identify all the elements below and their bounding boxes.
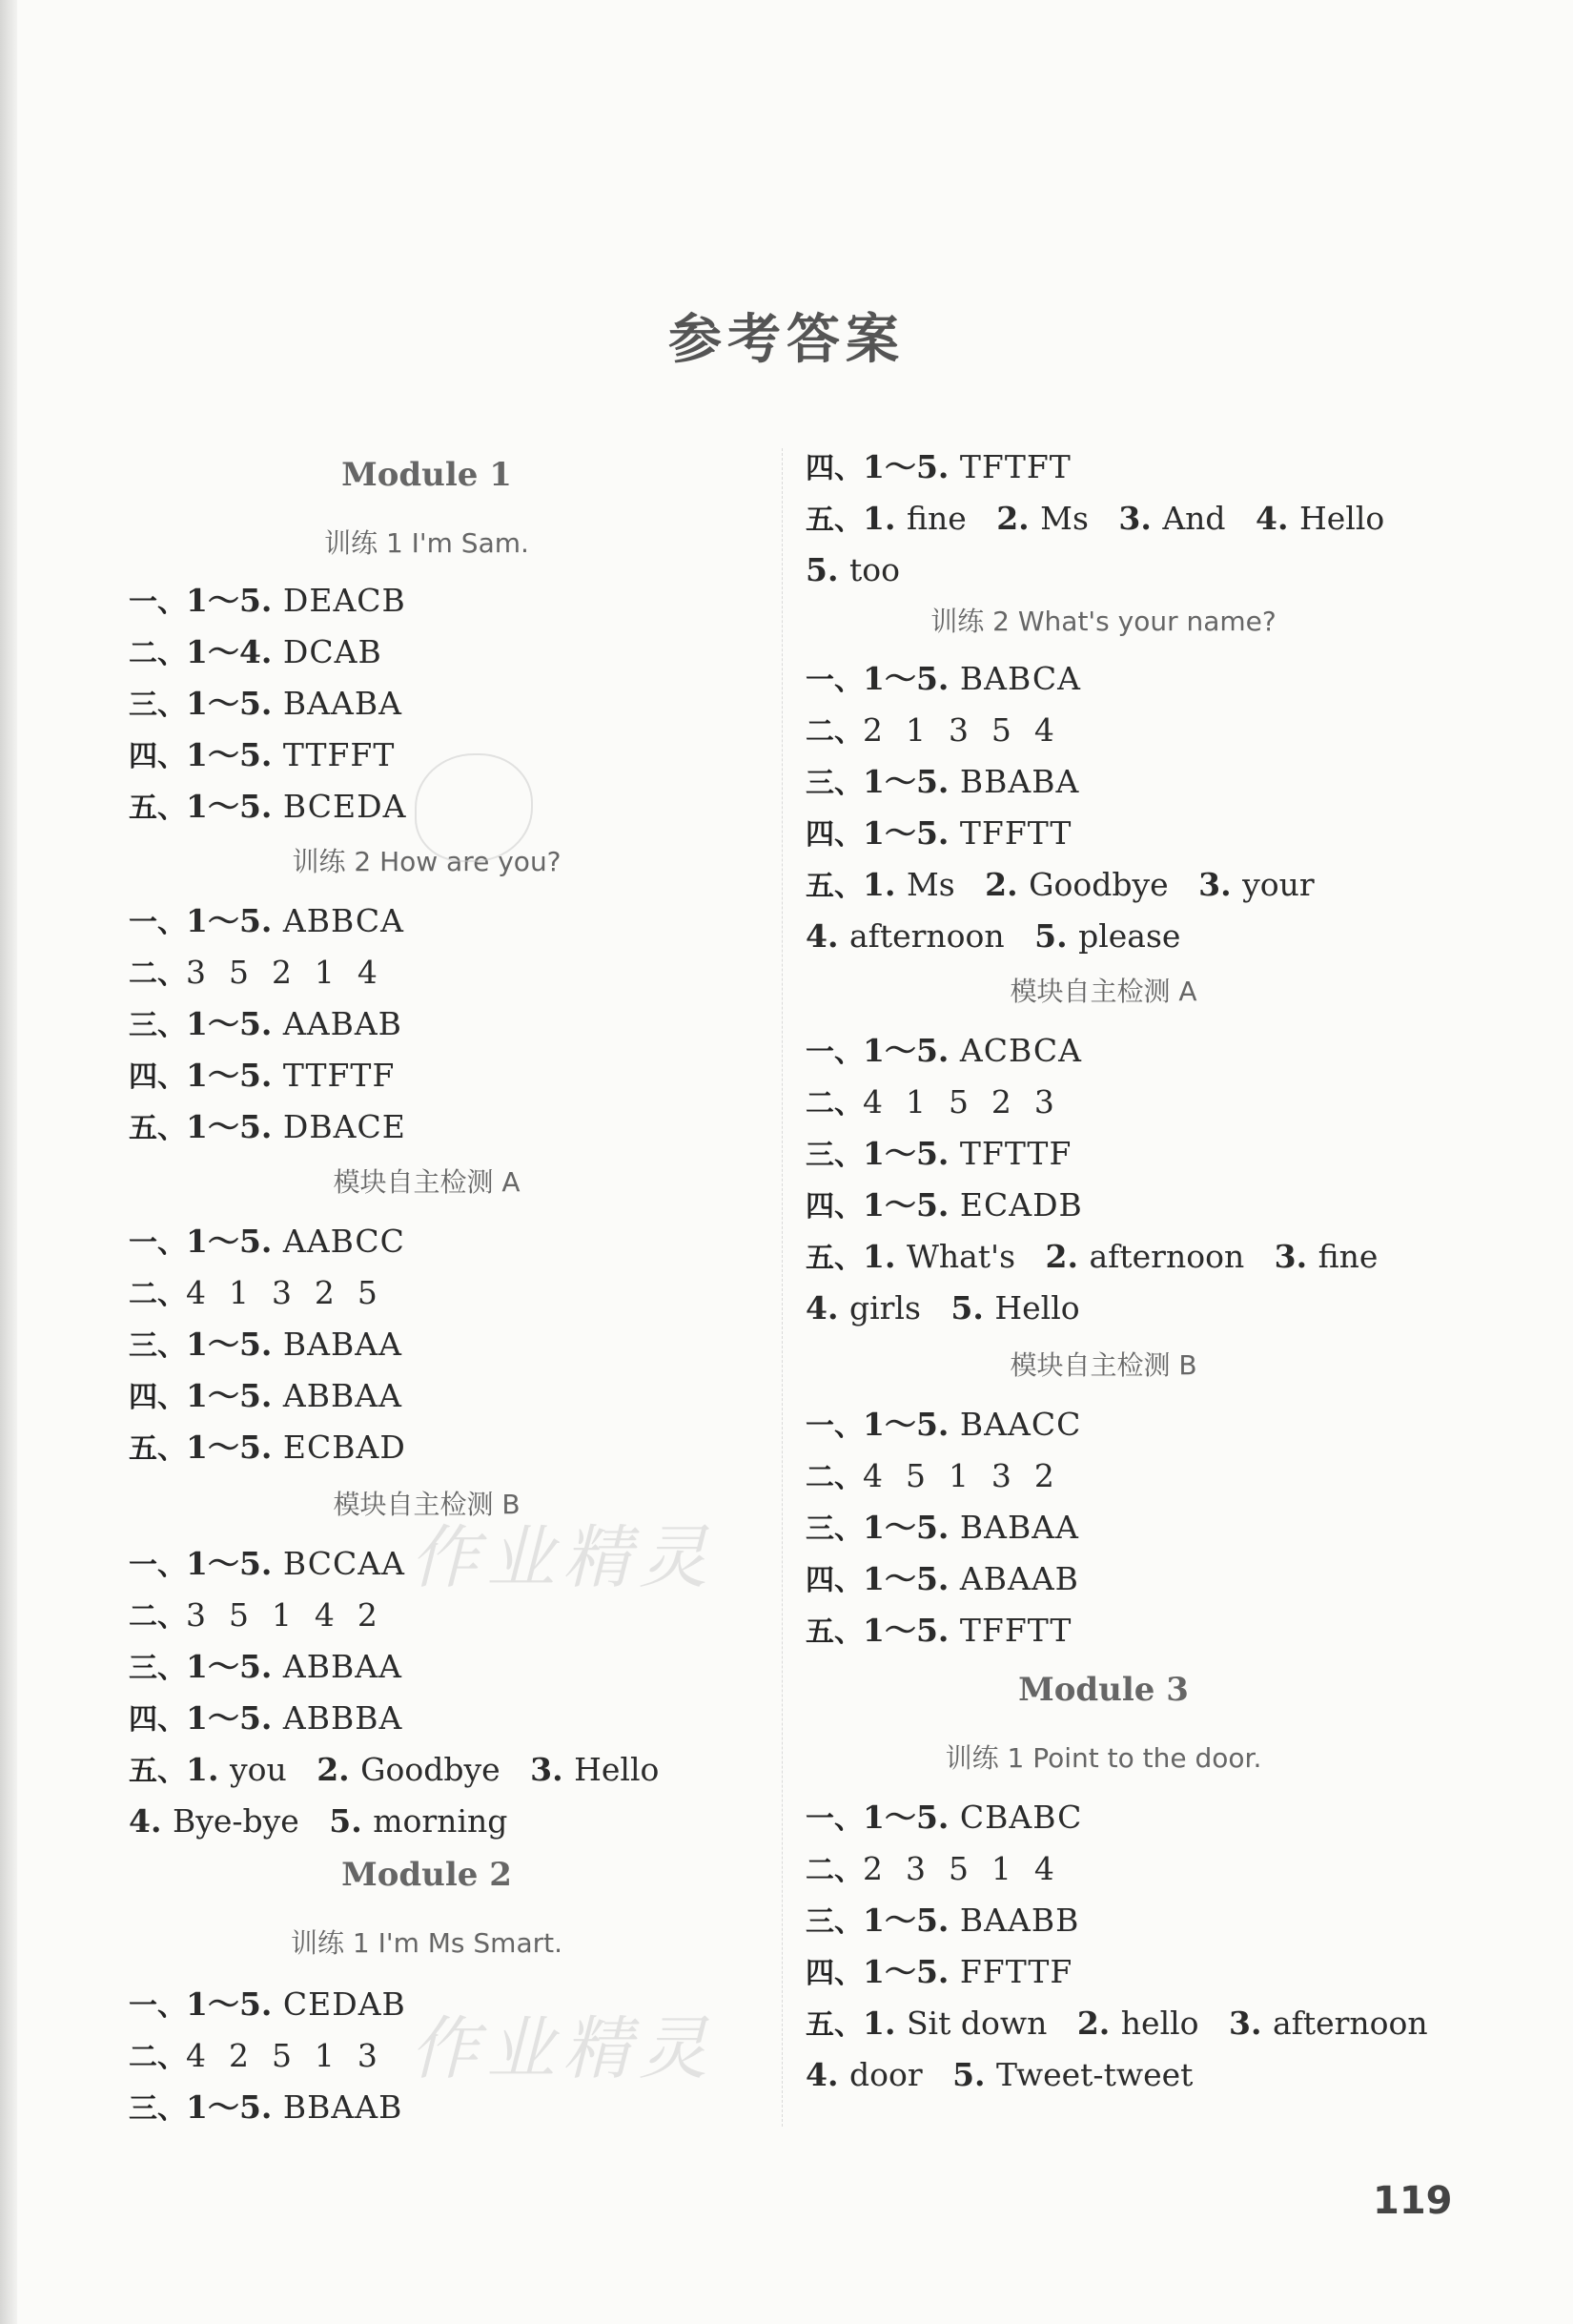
answer-line — [129, 685, 402, 725]
answer-line — [129, 1326, 402, 1366]
answer-text: FFTTF — [959, 1953, 1073, 1990]
answer-text: ACBCA — [959, 1032, 1082, 1069]
answer-line — [806, 763, 1079, 803]
item-number: 1. — [863, 2005, 907, 2042]
question-number: 二、 — [806, 1461, 863, 1494]
item-range: 1～5. — [863, 1902, 960, 1939]
item-number: 2. — [1076, 2005, 1121, 2042]
answer-word: your — [1242, 866, 1315, 903]
answer-word: What's — [906, 1238, 1046, 1275]
module-heading: Module 1 — [341, 456, 512, 494]
item-range: 1～5. — [863, 1135, 960, 1172]
answer-word: please — [1078, 917, 1181, 955]
answer-text: DEACB — [282, 582, 406, 619]
answer-text: ECADB — [959, 1186, 1083, 1224]
item-number: 5. — [1034, 917, 1079, 955]
answer-line — [806, 1186, 1083, 1226]
answer-line — [806, 1457, 1055, 1497]
watermark: 作业精灵 — [410, 2008, 716, 2088]
item-number: 1. — [863, 866, 907, 903]
question-number: 五、 — [806, 1615, 863, 1649]
answer-word: Tweet-tweet — [996, 2056, 1194, 2093]
section-heading: 训练 2 What's your name? — [930, 606, 1277, 637]
section-heading: 训练 1 Point to the door. — [945, 1742, 1262, 1774]
answer-text: BABCA — [959, 660, 1081, 697]
answer-text: TTFFT — [282, 736, 396, 773]
question-number: 一、 — [129, 1989, 186, 2023]
answer-line — [806, 1135, 1072, 1175]
answer-word: fine — [1318, 1238, 1379, 1275]
item-number: 2. — [985, 866, 1030, 903]
question-number: 一、 — [129, 1226, 186, 1260]
answer-line — [129, 1699, 402, 1739]
section-heading: 模块自主检测 B — [1010, 1349, 1197, 1381]
answer-text: BABAA — [959, 1509, 1079, 1546]
question-number: 三、 — [806, 1905, 863, 1939]
answer-sequence: 4 5 1 3 2 — [863, 1457, 1055, 1494]
item-number: 3. — [1198, 866, 1243, 903]
answer-word: Goodbye — [1029, 866, 1199, 903]
question-number: 五、 — [129, 1432, 186, 1466]
answer-word: Bye-bye — [172, 1802, 330, 1840]
item-number: 4. — [129, 1802, 173, 1840]
answer-sequence: 3 5 2 1 4 — [186, 954, 378, 991]
question-number: 二、 — [129, 957, 186, 991]
question-number: 二、 — [806, 1854, 863, 1887]
answer-word: Ms — [906, 866, 986, 903]
question-number: 五、 — [129, 1755, 186, 1788]
section-heading: 训练 2 How are you? — [292, 846, 562, 877]
answer-line — [806, 1799, 1082, 1839]
item-range: 1～5. — [863, 1612, 960, 1649]
answer-text: CBABC — [959, 1799, 1083, 1836]
question-number: 三、 — [806, 1512, 863, 1546]
question-number: 二、 — [806, 715, 863, 749]
question-number: 三、 — [129, 2092, 186, 2126]
answer-line — [129, 1429, 406, 1469]
answer-sequence: 2 1 3 5 4 — [863, 711, 1055, 749]
item-range: 1～4. — [186, 633, 283, 670]
answer-line — [806, 2005, 1428, 2045]
question-number: 二、 — [129, 1600, 186, 1634]
item-number: 1. — [863, 500, 907, 537]
answer-text: BBABA — [959, 763, 1080, 800]
item-number: 5. — [806, 551, 849, 588]
answer-line — [806, 1902, 1079, 1942]
answer-text: BBAAB — [282, 2088, 403, 2126]
answer-line — [129, 1985, 406, 2026]
answer-text: ECBAD — [282, 1429, 406, 1466]
section-heading: 训练 1 I'm Sam. — [324, 527, 529, 559]
item-range: 1～5. — [863, 1406, 960, 1443]
column-divider — [782, 448, 783, 2127]
answer-word: morning — [373, 1802, 508, 1840]
answer-word: And — [1162, 500, 1256, 537]
answer-line — [129, 1377, 402, 1417]
answer-line — [129, 1648, 402, 1688]
answer-line — [806, 1032, 1082, 1072]
answer-word: you — [229, 1751, 317, 1788]
answer-word: fine — [906, 500, 997, 537]
module-heading: Module 3 — [1018, 1671, 1189, 1709]
answer-line — [129, 1057, 395, 1097]
question-number: 一、 — [806, 1036, 863, 1069]
answer-line — [806, 1238, 1378, 1278]
item-range: 1～5. — [186, 1223, 283, 1260]
answer-text: DBACE — [282, 1108, 406, 1145]
item-range: 1～5. — [186, 1429, 283, 1466]
question-number: 四、 — [806, 452, 863, 485]
answer-word: door — [848, 2056, 953, 2093]
answer-word: too — [848, 551, 900, 588]
answer-sequence: 3 5 1 4 2 — [186, 1596, 378, 1634]
answer-line — [129, 1274, 378, 1314]
item-number: 3. — [530, 1751, 575, 1788]
question-number: 二、 — [129, 637, 186, 670]
item-range: 1～5. — [863, 448, 960, 485]
item-range: 1～5. — [863, 763, 960, 800]
item-range: 1～5. — [186, 1648, 283, 1685]
item-number: 5. — [952, 2056, 997, 2093]
answer-word: girls — [848, 1289, 951, 1327]
answer-line — [806, 551, 900, 591]
item-range: 1～5. — [186, 1985, 283, 2023]
question-number: 四、 — [806, 1190, 863, 1224]
answer-text: TTFTF — [282, 1057, 396, 1094]
answer-text: BABAA — [282, 1326, 402, 1363]
answer-line — [129, 582, 406, 622]
question-number: 四、 — [129, 1060, 186, 1094]
page-number: 119 — [1373, 2179, 1453, 2223]
answer-line — [129, 954, 378, 994]
answer-line — [806, 1509, 1079, 1549]
answer-word: Sit down — [906, 2005, 1077, 2042]
question-number: 五、 — [129, 1112, 186, 1145]
question-number: 二、 — [129, 1278, 186, 1311]
question-number: 四、 — [806, 818, 863, 852]
question-number: 五、 — [806, 870, 863, 903]
answer-text: AABAB — [282, 1005, 402, 1042]
item-number: 2. — [996, 500, 1041, 537]
answer-text: ABBCA — [282, 902, 404, 939]
page-title: 参考答案 — [668, 309, 905, 371]
answer-line — [129, 902, 404, 942]
answer-line — [129, 1005, 402, 1045]
question-number: 四、 — [129, 1381, 186, 1414]
item-range: 1～5. — [863, 1509, 960, 1546]
answer-line — [806, 711, 1055, 751]
item-number: 4. — [806, 1289, 849, 1327]
question-number: 四、 — [806, 1564, 863, 1597]
item-range: 1～5. — [186, 788, 283, 825]
answer-text: BAACC — [959, 1406, 1082, 1443]
item-number: 1. — [186, 1751, 230, 1788]
answer-line — [806, 500, 1384, 540]
answer-line — [806, 1850, 1055, 1890]
answer-line — [806, 1560, 1079, 1600]
question-number: 一、 — [806, 664, 863, 697]
section-heading: 训练 1 I'm Ms Smart. — [291, 1927, 562, 1959]
answer-word: Ms — [1040, 500, 1119, 537]
item-range: 1～5. — [863, 1799, 960, 1836]
question-number: 二、 — [129, 2041, 186, 2074]
answer-text: BAABA — [282, 685, 402, 722]
question-number: 二、 — [806, 1087, 863, 1121]
section-heading: 模块自主检测 A — [1010, 976, 1197, 1007]
question-number: 三、 — [806, 1139, 863, 1172]
item-range: 1～5. — [186, 1108, 283, 1145]
answer-line — [129, 2037, 378, 2077]
answer-line — [806, 1953, 1072, 1993]
answer-text: AABCC — [282, 1223, 405, 1260]
answer-line — [129, 1596, 378, 1636]
answer-line — [806, 660, 1081, 700]
answer-line — [129, 1751, 659, 1791]
answer-line — [129, 1223, 405, 1263]
answer-word: hello — [1120, 2005, 1230, 2042]
section-heading: 模块自主检测 B — [333, 1489, 521, 1520]
answer-text: ABBAA — [282, 1377, 402, 1414]
answer-line — [129, 788, 406, 828]
answer-line — [806, 1612, 1072, 1652]
item-number: 3. — [1229, 2005, 1273, 2042]
answer-line — [806, 866, 1315, 906]
item-range: 1～5. — [863, 1186, 960, 1224]
item-range: 1～5. — [863, 660, 960, 697]
item-range: 1～5. — [186, 902, 283, 939]
answer-text: CEDAB — [282, 1985, 406, 2023]
item-number: 2. — [1045, 1238, 1090, 1275]
question-number: 五、 — [806, 1242, 863, 1275]
answer-text: TFFTT — [959, 1612, 1072, 1649]
item-range: 1～5. — [186, 1005, 283, 1042]
question-number: 四、 — [129, 1703, 186, 1737]
answer-text: ABBBA — [282, 1699, 403, 1737]
answer-sequence: 4 1 3 2 5 — [186, 1274, 378, 1311]
question-number: 三、 — [129, 1009, 186, 1042]
item-number: 5. — [950, 1289, 995, 1327]
question-number: 一、 — [129, 586, 186, 619]
answer-text: TFTTF — [959, 1135, 1072, 1172]
answer-line — [806, 2056, 1193, 2096]
item-range: 1～5. — [186, 2088, 283, 2126]
question-number: 三、 — [806, 767, 863, 800]
item-range: 1～5. — [186, 736, 283, 773]
answer-text: ABAAB — [959, 1560, 1079, 1597]
item-range: 1～5. — [863, 1032, 960, 1069]
answer-line — [806, 1406, 1081, 1446]
watermark: 作业精灵 — [410, 1517, 716, 1597]
item-number: 5. — [329, 1802, 374, 1840]
answer-sequence: 4 1 5 2 3 — [863, 1083, 1055, 1121]
answer-sequence: 2 3 5 1 4 — [863, 1850, 1055, 1887]
item-range: 1～5. — [863, 1560, 960, 1597]
question-number: 四、 — [129, 740, 186, 773]
question-number: 三、 — [129, 689, 186, 722]
answer-text: TFTFT — [959, 448, 1072, 485]
item-number: 3. — [1118, 500, 1163, 537]
answer-line — [129, 633, 382, 673]
answer-text: BCEDA — [282, 788, 407, 825]
item-number: 4. — [806, 2056, 849, 2093]
answer-line — [806, 1289, 1080, 1329]
question-number: 四、 — [806, 1957, 863, 1990]
item-number: 4. — [1256, 500, 1299, 537]
answer-word: afternoon — [1089, 1238, 1275, 1275]
answer-word: afternoon — [1272, 2005, 1428, 2042]
item-range: 1～5. — [186, 582, 283, 619]
item-range: 1～5. — [186, 1377, 283, 1414]
question-number: 三、 — [129, 1652, 186, 1685]
answer-line — [129, 736, 395, 776]
item-range: 1～5. — [186, 1326, 283, 1363]
item-range: 1～5. — [186, 1545, 283, 1582]
question-number: 五、 — [806, 2008, 863, 2042]
question-number: 一、 — [806, 1409, 863, 1443]
answer-word: Hello — [994, 1289, 1080, 1327]
answer-text: TFFTT — [959, 814, 1072, 852]
item-range: 1～5. — [863, 1953, 960, 1990]
answer-word: Goodbye — [360, 1751, 531, 1788]
answer-text: BAABB — [959, 1902, 1080, 1939]
question-number: 五、 — [129, 792, 186, 825]
question-number: 五、 — [806, 504, 863, 537]
answer-text: BCCAA — [282, 1545, 405, 1582]
answer-line — [129, 1545, 405, 1585]
question-number: 一、 — [129, 906, 186, 939]
item-number: 3. — [1274, 1238, 1318, 1275]
answer-word: Hello — [574, 1751, 660, 1788]
item-range: 1～5. — [186, 1699, 283, 1737]
answer-line — [806, 814, 1072, 854]
question-number: 一、 — [806, 1802, 863, 1836]
item-number: 1. — [863, 1238, 907, 1275]
answer-text: DCAB — [282, 633, 382, 670]
answer-line — [806, 1083, 1055, 1123]
module-heading: Module 2 — [341, 1856, 512, 1894]
answer-line — [129, 1108, 406, 1148]
answer-line — [129, 2088, 402, 2129]
item-range: 1～5. — [863, 814, 960, 852]
item-range: 1～5. — [186, 685, 283, 722]
answer-line — [806, 448, 1072, 488]
answer-line — [806, 917, 1180, 957]
stamp-logo — [415, 753, 533, 862]
item-range: 1～5. — [186, 1057, 283, 1094]
answer-word: Hello — [1298, 500, 1385, 537]
item-number: 2. — [317, 1751, 361, 1788]
question-number: 三、 — [129, 1329, 186, 1363]
item-number: 4. — [806, 917, 849, 955]
answer-text: ABBAA — [282, 1648, 402, 1685]
answer-sequence: 4 2 5 1 3 — [186, 2037, 378, 2074]
section-heading: 模块自主检测 A — [333, 1166, 521, 1198]
question-number: 一、 — [129, 1549, 186, 1582]
answer-line — [129, 1802, 507, 1842]
answer-word: afternoon — [848, 917, 1035, 955]
